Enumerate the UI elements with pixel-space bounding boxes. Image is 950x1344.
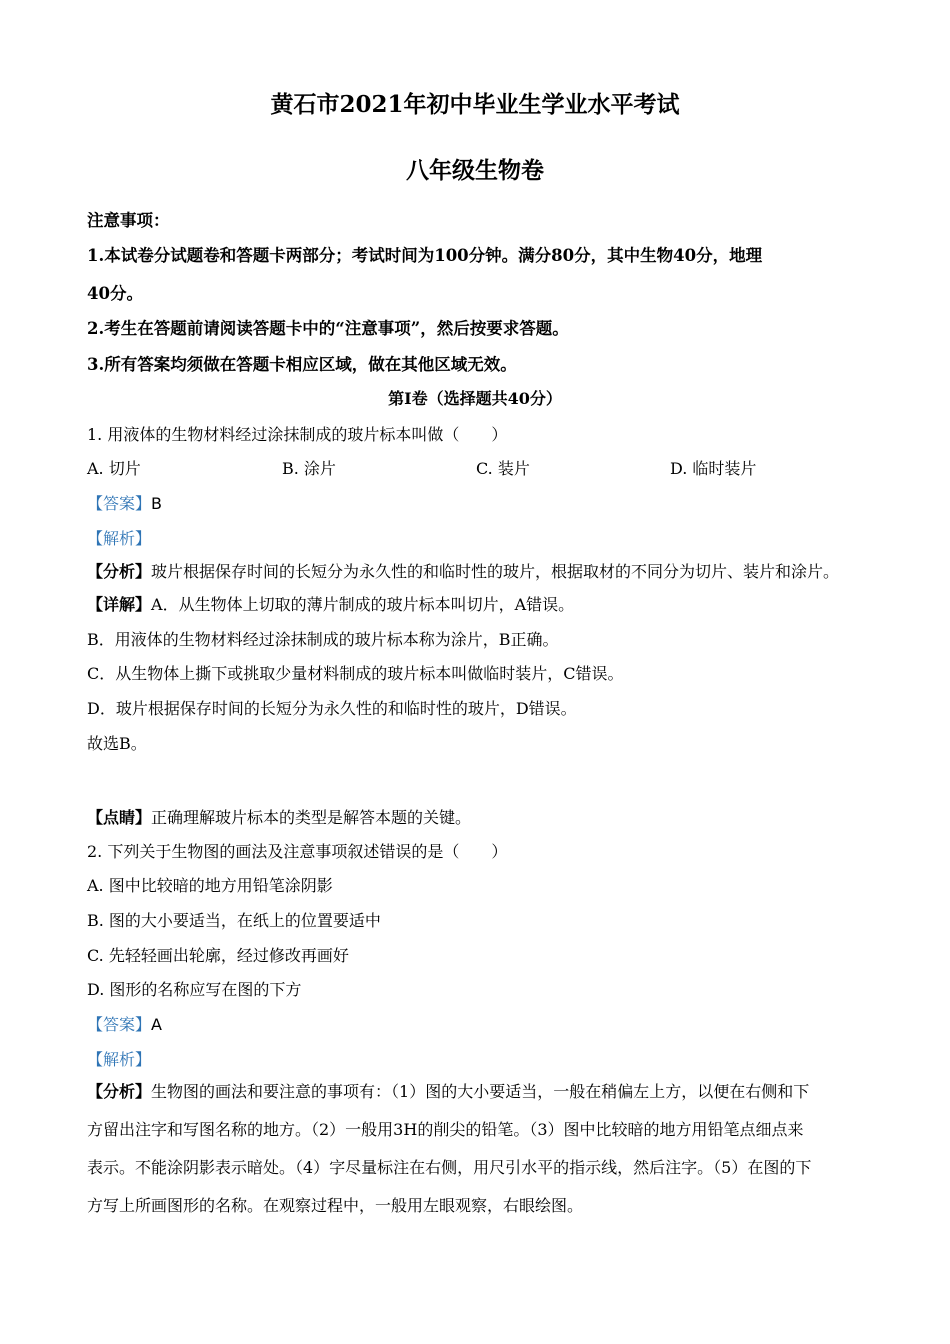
q1-detail-c: C．从生物体上撕下或挑取少量材料制成的玻片标本叫做临时装片，C错误。	[87, 664, 624, 683]
exam-subtitle: 八年级生物卷	[406, 157, 544, 184]
q1-answer	[87, 491, 162, 514]
q2-fenxi-line-2: 方留出注字和写图名称的地方。（2）一般用3H的削尖的铅笔。（3）图中比较暗的地方用铅笔点细点来	[87, 1120, 804, 1139]
q2-analysis-tag: 【解析】	[87, 1050, 152, 1069]
q2-fenxi-line-3: 表示。不能涂阴影表示暗处。（4）字尽量标注在右侧，用尺引水平的指示线，然后注字。（5）在图的下	[87, 1158, 812, 1177]
q1-detail-d: D．玻片根据保存时间的长短分为永久性的和临时性的玻片，D错误。	[87, 699, 577, 718]
q1-option-b: B. 涂片	[282, 459, 336, 478]
q1-option-c: C. 装片	[476, 459, 530, 478]
notice-item-2: 2.考生在答题前请阅读答题卡中的“注意事项”，然后按要求答题。	[87, 319, 569, 338]
q2-option-d: D. 图形的名称应写在图的下方	[87, 980, 302, 999]
exam-title: 黄石市2021年初中毕业生学业水平考试	[270, 91, 680, 118]
q1-fenxi-text: 玻片根据保存时间的长短分为永久性的和临时性的玻片，根据取材的不同分为切片、装片和涂片。	[151, 562, 840, 581]
q1-stem: 1. 用液体的生物材料经过涂抹制成的玻片标本叫做（ ）	[87, 425, 508, 444]
notice-heading: 注意事项：	[87, 211, 170, 230]
q2-answer	[87, 1012, 162, 1035]
notice-item-1-line-1: 1.本试卷分试题卷和答题卡两部分；考试时间为100分钟。满分80分，其中生物40分，地理	[87, 246, 763, 265]
q2-option-a: A. 图中比较暗的地方用铅笔涂阴影	[87, 876, 333, 895]
q1-option-d: D. 临时装片	[670, 459, 757, 478]
q2-fenxi-tag: 【分析】	[87, 1082, 152, 1101]
q2-fenxi-text-1: 生物图的画法和要注意的事项有：（1）图的大小要适当，一般在稍偏左上方，以便在右侧和下	[151, 1082, 810, 1101]
q2-option-b: B. 图的大小要适当，在纸上的位置要适中	[87, 911, 381, 930]
q1-fenxi	[87, 559, 839, 582]
q2-fenxi-line-1	[87, 1079, 809, 1102]
q2-stem: 2. 下列关于生物图的画法及注意事项叙述错误的是（ ）	[87, 842, 508, 861]
q1-answer-tag: 【答案】	[87, 494, 152, 513]
q2-fenxi-line-4: 方写上所画图形的名称。在观察过程中，一般用左眼观察，右眼绘图。	[87, 1196, 584, 1215]
q1-detail-a-text: A．从生物体上切取的薄片制成的玻片标本叫切片，A错误。	[151, 595, 575, 614]
q2-answer-value: A	[151, 1015, 162, 1034]
q2-option-c: C. 先轻轻画出轮廓，经过修改再画好	[87, 946, 349, 965]
notice-item-3: 3.所有答案均须做在答题卡相应区域，做在其他区域无效。	[87, 355, 517, 374]
q1-xiangjie-tag: 【详解】	[87, 595, 152, 614]
q1-analysis-tag: 【解析】	[87, 529, 152, 548]
q1-dianjing-text: 正确理解玻片标本的类型是解答本题的关键。	[151, 808, 472, 827]
q1-answer-value: B	[151, 494, 162, 513]
q2-answer-tag: 【答案】	[87, 1015, 152, 1034]
q1-detail-a	[87, 592, 574, 615]
q1-dianjing	[87, 805, 471, 828]
q1-conclusion: 故选B。	[87, 734, 147, 753]
section-title: 第Ⅰ卷（选择题共40分）	[388, 389, 562, 408]
q1-dianjing-tag: 【点睛】	[87, 808, 152, 827]
notice-item-1-line-2: 40分。	[87, 284, 143, 303]
q1-option-a: A. 切片	[87, 459, 141, 478]
q1-fenxi-tag: 【分析】	[87, 562, 152, 581]
q1-detail-b: B．用液体的生物材料经过涂抹制成的玻片标本称为涂片，B正确。	[87, 630, 559, 649]
